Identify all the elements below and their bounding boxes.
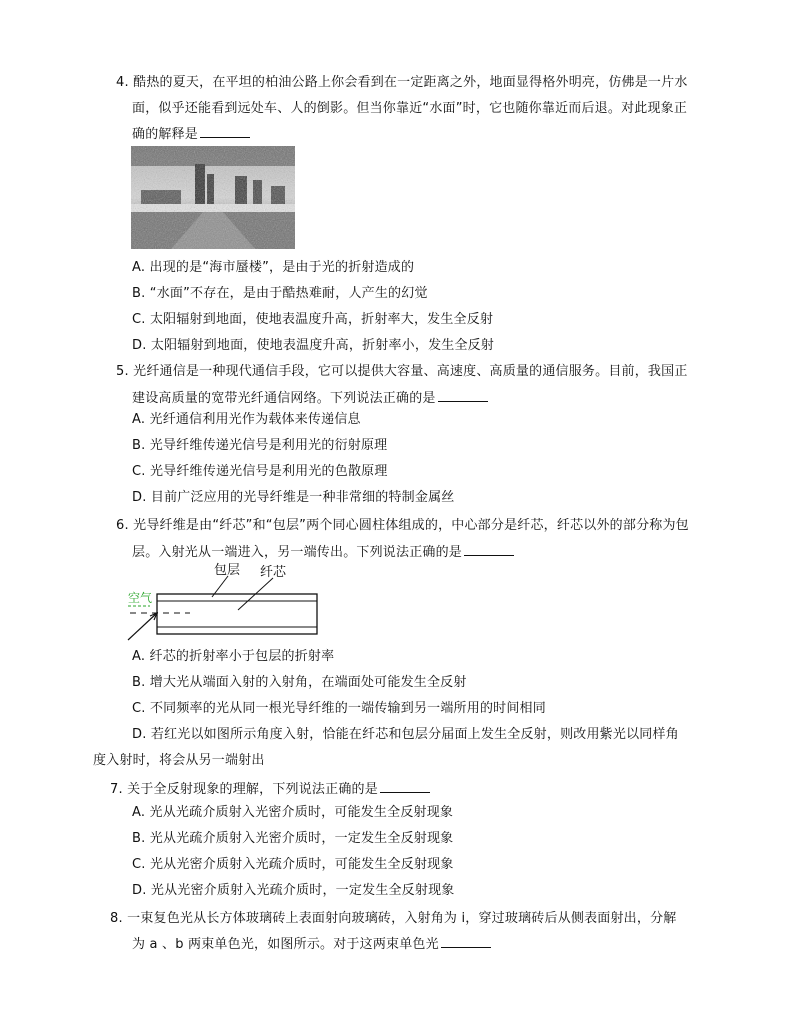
- q4-line3-text: 确的解释是: [132, 127, 199, 142]
- q4-line2: 面，似乎还能看到远处车、人的倒影。但当你靠近“水面”时，它也随你靠近而后退。对此现象正: [132, 101, 688, 116]
- q7-option-b: B. 光从光疏介质射入光密介质时，一定发生全反射现象: [132, 831, 454, 846]
- label-air: 空气: [128, 591, 153, 605]
- q5-line2-text: 建设高质量的宽带光纤通信网络。下列说法正确的是: [132, 391, 436, 406]
- q4-option-a: A. 出现的是“海市蜃楼”，是由于光的折射造成的: [132, 260, 415, 275]
- q4-option-c: C. 太阳辐射到地面，使地表温度升高，折射率大，发生全反射: [132, 312, 494, 327]
- q6-line1: 6. 光导纤维是由“纤芯”和“包层”两个同心圆柱体组成的，中心部分是纤芯，纤芯以外的部分称为包: [116, 518, 689, 533]
- q5-option-a: A. 光纤通信利用光作为载体来传递信息: [132, 412, 361, 427]
- q5-line1: 5. 光纤通信是一种现代通信手段，它可以提供大容量、高速度、高质量的通信服务。目前，我国正: [116, 364, 688, 379]
- incident-ray: [128, 613, 157, 640]
- q6-option-d-continued: 度入射时，将会从另一端射出: [93, 753, 265, 768]
- q6-option-c: C. 不同频率的光从同一根光导纤维的一端传输到另一端所用的时间相同: [132, 701, 546, 716]
- q6-option-a: A. 纤芯的折射率小于包层的折射率: [132, 649, 335, 664]
- mirage-photo-drawing: [131, 146, 295, 249]
- q6-line2: [132, 542, 514, 562]
- q8-line2: [132, 934, 491, 954]
- answer-blank: [438, 388, 488, 402]
- mirage-road-photo: [131, 146, 295, 249]
- label-cladding: 包层: [214, 563, 241, 578]
- cladding-outline: [157, 594, 317, 634]
- q7-option-c: C. 光从光密介质射入光疏介质时，可能发生全反射现象: [132, 857, 454, 872]
- q6-option-b: B. 增大光从端面入射的入射角，在端面处可能发生全反射: [132, 675, 467, 690]
- label-core: 纤芯: [260, 565, 287, 580]
- q5-option-b: B. 光导纤维传递光信号是利用光的衍射原理: [132, 438, 388, 453]
- q5-option-d: D. 目前广泛应用的光导纤维是一种非常细的特制金属丝: [132, 490, 455, 505]
- q4-line3: [132, 124, 250, 144]
- q4-option-b: B. “水面”不存在，是由于酷热难耐，人产生的幻觉: [132, 286, 428, 301]
- q5-line2: [132, 388, 488, 408]
- answer-blank: [464, 542, 514, 556]
- answer-blank: [441, 934, 491, 948]
- q8-line1: 8. 一束复色光从长方体玻璃砖上表面射向玻璃砖，入射角为 i，穿过玻璃砖后从侧表面射出，分解: [110, 911, 677, 926]
- q7-line1-text: 7. 关于全反射现象的理解，下列说法正确的是: [110, 782, 378, 797]
- q8-line2-text: 为 a 、b 两束单色光，如图所示。对于这两束单色光: [132, 937, 439, 952]
- q7-option-a: A. 光从光疏介质射入光密介质时，可能发生全反射现象: [132, 805, 454, 820]
- q7-option-d: D. 光从光密介质射入光疏介质时，一定发生全反射现象: [132, 883, 455, 898]
- answer-blank: [380, 779, 430, 793]
- optical-fiber-figure: [120, 560, 330, 646]
- q7-line1: [110, 779, 430, 799]
- q4-line1: 4. 酷热的夏天，在平坦的柏油公路上你会看到在一定距离之外，地面显得格外明亮，仿佛是一片水: [116, 75, 688, 90]
- q6-option-d: D. 若红光以如图所示角度入射，恰能在纤芯和包层分届面上发生全反射，则改用紫光以同样角: [132, 727, 679, 742]
- q6-line2-text: 层。入射光从一端进入，另一端传出。下列说法正确的是: [132, 545, 463, 560]
- q4-option-d: D. 太阳辐射到地面，使地表温度升高，折射率小，发生全反射: [132, 338, 495, 353]
- answer-blank: [200, 124, 250, 138]
- q5-option-c: C. 光导纤维传递光信号是利用光的色散原理: [132, 464, 388, 479]
- fiber-diagram: [120, 560, 330, 646]
